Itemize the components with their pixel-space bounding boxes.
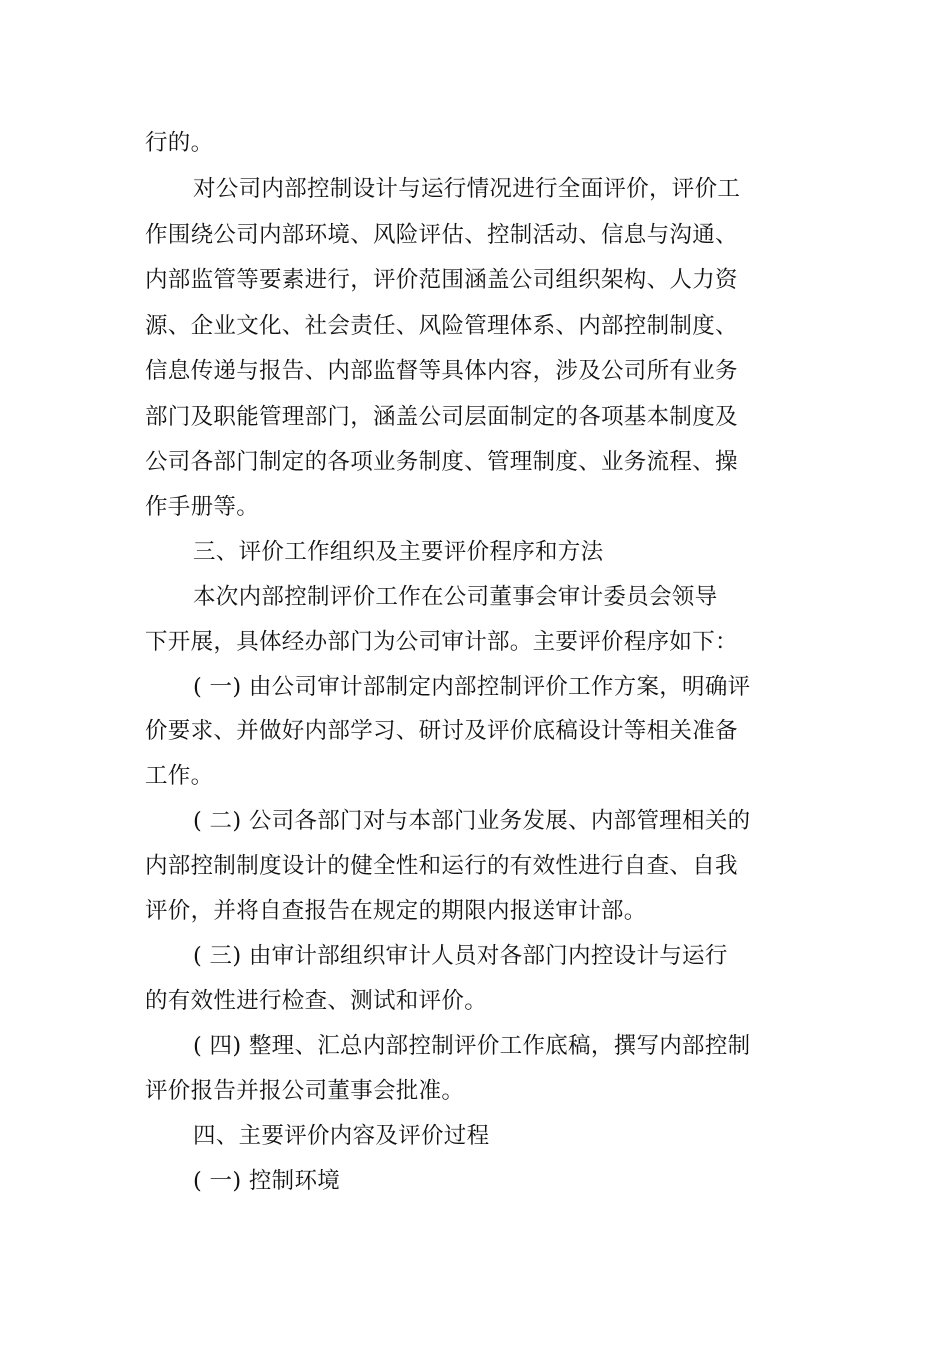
text-line: 作手册等。 bbox=[145, 494, 260, 520]
text-line: 评价，并将自查报告在规定的期限内报送审计部。 bbox=[145, 898, 647, 924]
text-line: ( 二) 公司各部门对与本部门业务发展、内部管理相关的 bbox=[193, 808, 751, 834]
text-line: 下开展，具体经办部门为公司审计部。主要评价程序如下： bbox=[145, 629, 738, 655]
text-line: 作围绕公司内部环境、风险评估、控制活动、信息与沟通、 bbox=[145, 222, 738, 248]
text-line: 价要求、并做好内部学习、研讨及评价底稿设计等相关准备 bbox=[145, 718, 738, 744]
section-heading: 四、主要评价内容及评价过程 bbox=[193, 1123, 490, 1149]
text-line: 本次内部控制评价工作在公司董事会审计委员会领导 bbox=[193, 584, 718, 610]
text-line: 评价报告并报公司董事会批准。 bbox=[145, 1078, 465, 1104]
text-line: 源、企业文化、社会责任、风险管理体系、内部控制制度、 bbox=[145, 313, 738, 339]
subsection-heading: ( 一) 控制环境 bbox=[193, 1168, 341, 1194]
text-line: 信息传递与报告、内部监督等具体内容，涉及公司所有业务 bbox=[145, 358, 738, 384]
text-line: 内部监管等要素进行，评价范围涵盖公司组织架构、人力资 bbox=[145, 267, 738, 293]
text-line: 的有效性进行检查、测试和评价。 bbox=[145, 988, 488, 1014]
section-heading: 三、评价工作组织及主要评价程序和方法 bbox=[193, 539, 604, 565]
text-line: ( 三) 由审计部组织审计人员对各部门内控设计与运行 bbox=[193, 943, 728, 969]
text-line: ( 一) 由公司审计部制定内部控制评价工作方案，明确评 bbox=[193, 674, 751, 700]
text-line: 对公司内部控制设计与运行情况进行全面评价，评价工 bbox=[193, 176, 741, 202]
text-line: 工作。 bbox=[145, 763, 214, 789]
text-line: 部门及职能管理部门，涵盖公司层面制定的各项基本制度及 bbox=[145, 404, 738, 430]
text-line: 行的。 bbox=[145, 130, 214, 156]
text-line: ( 四) 整理、汇总内部控制评价工作底稿，撰写内部控制 bbox=[193, 1033, 751, 1059]
text-line: 公司各部门制定的各项业务制度、管理制度、业务流程、操 bbox=[145, 449, 738, 475]
text-line: 内部控制制度设计的健全性和运行的有效性进行自查、自我 bbox=[145, 853, 738, 879]
